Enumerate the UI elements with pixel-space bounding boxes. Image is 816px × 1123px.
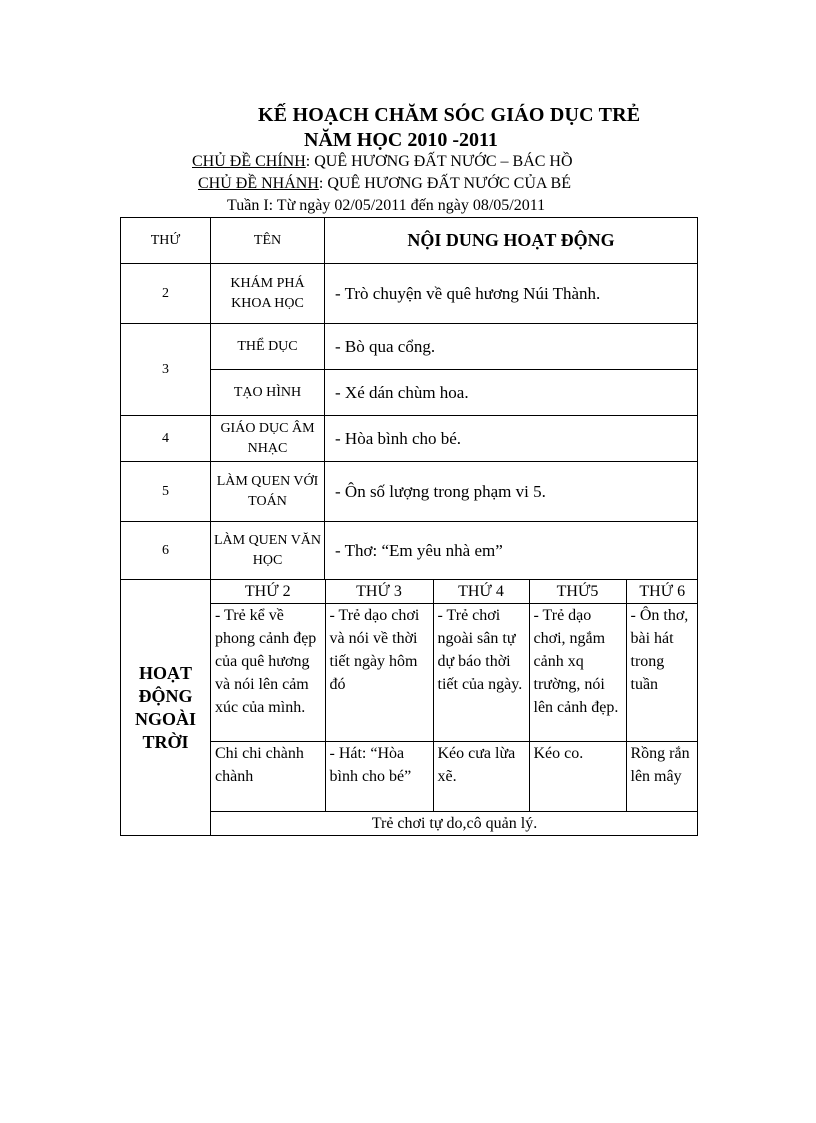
row-thu: 3 — [121, 324, 211, 416]
outdoor-activity: - Trẻ kể về phong cảnh đẹp của quê hương và nói lên cảm xúc của mình. — [211, 604, 325, 742]
header-noi-dung: NỘI DUNG HOẠT ĐỘNG — [325, 218, 698, 264]
row-thu: 5 — [121, 462, 211, 522]
activity-table — [120, 217, 698, 836]
table-row — [121, 416, 698, 462]
table-header-row — [121, 218, 698, 264]
table-row — [121, 462, 698, 522]
outdoor-days-row — [211, 580, 698, 604]
outdoor-free-row — [211, 812, 698, 836]
main-theme-label: CHỦ ĐỀ CHÍNH — [192, 153, 306, 170]
outdoor-activities-row — [211, 604, 698, 742]
outdoor-activity: - Trẻ dạo chơi và nói về thời tiết ngày hôm đó — [325, 604, 433, 742]
outdoor-day: THỨ 6 — [626, 580, 698, 604]
row-noi-dung: - Hòa bình cho bé. — [325, 416, 698, 462]
outdoor-activity: - Trẻ chơi ngoài sân tự dự báo thời tiết của ngày. — [433, 604, 529, 742]
row-noi-dung: - Ôn số lượng trong phạm vi 5. — [325, 462, 698, 522]
outdoor-day: THỨ 2 — [211, 580, 325, 604]
row-ten: GIÁO DỤC ÂM NHẠC — [211, 416, 325, 462]
school-year-title: NĂM HỌC 2010 -2011 — [304, 129, 498, 151]
sub-theme-value: : QUÊ HƯƠNG ĐẤT NƯỚC CỦA BÉ — [318, 175, 571, 192]
row-noi-dung: - Trò chuyện về quê hương Núi Thành. — [325, 264, 698, 324]
table-row — [121, 522, 698, 580]
outdoor-game: Rồng rắn lên mây — [626, 742, 698, 812]
row-ten: THỂ DỤC — [211, 324, 325, 370]
plan-title: KẾ HOẠCH CHĂM SÓC GIÁO DỤC TRẺ — [258, 104, 641, 126]
sub-theme — [198, 175, 571, 193]
outdoor-game: Kéo co. — [529, 742, 626, 812]
row-thu: 4 — [121, 416, 211, 462]
header-thu: THỨ — [121, 218, 211, 264]
outdoor-schedule — [211, 580, 698, 836]
outdoor-day: THỨ5 — [529, 580, 626, 604]
row-noi-dung: - Bò qua cổng. — [325, 324, 698, 370]
row-noi-dung: - Thơ: “Em yêu nhà em” — [325, 522, 698, 580]
main-theme-value: : QUÊ HƯƠNG ĐẤT NƯỚC – BÁC HỒ — [305, 153, 573, 170]
outdoor-game: Kéo cưa lừa xẽ. — [433, 742, 529, 812]
row-thu: 2 — [121, 264, 211, 324]
outdoor-table — [211, 580, 698, 835]
row-ten: TẠO HÌNH — [211, 370, 325, 416]
outdoor-game: Chi chi chành chành — [211, 742, 325, 812]
table-row — [121, 324, 698, 370]
outdoor-activity: - Ôn thơ, bài hát trong tuần — [626, 604, 698, 742]
row-ten: KHÁM PHÁ KHOA HỌC — [211, 264, 325, 324]
header-ten: TÊN — [211, 218, 325, 264]
main-theme — [192, 153, 573, 171]
week-range: Tuần I: Từ ngày 02/05/2011 đến ngày 08/05/2011 — [227, 197, 546, 214]
outdoor-label: HOẠT ĐỘNG NGOÀI TRỜI — [121, 580, 211, 836]
outdoor-day: THỨ 4 — [433, 580, 529, 604]
sub-theme-label: CHỦ ĐỀ NHÁNH — [198, 175, 319, 192]
row-noi-dung: - Xé dán chùm hoa. — [325, 370, 698, 416]
outdoor-day: THỨ 3 — [325, 580, 433, 604]
outdoor-row — [121, 580, 698, 836]
free-play: Trẻ chơi tự do,cô quản lý. — [211, 812, 698, 836]
outdoor-game: - Hát: “Hòa bình cho bé” — [325, 742, 433, 812]
row-thu: 6 — [121, 522, 211, 580]
row-ten: LÀM QUEN VỚI TOÁN — [211, 462, 325, 522]
row-ten: LÀM QUEN VĂN HỌC — [211, 522, 325, 580]
outdoor-games-row — [211, 742, 698, 812]
outdoor-activity: - Trẻ dạo chơi, ngắm cảnh xq trường, nói lên cảnh đẹp. — [529, 604, 626, 742]
table-row — [121, 264, 698, 324]
